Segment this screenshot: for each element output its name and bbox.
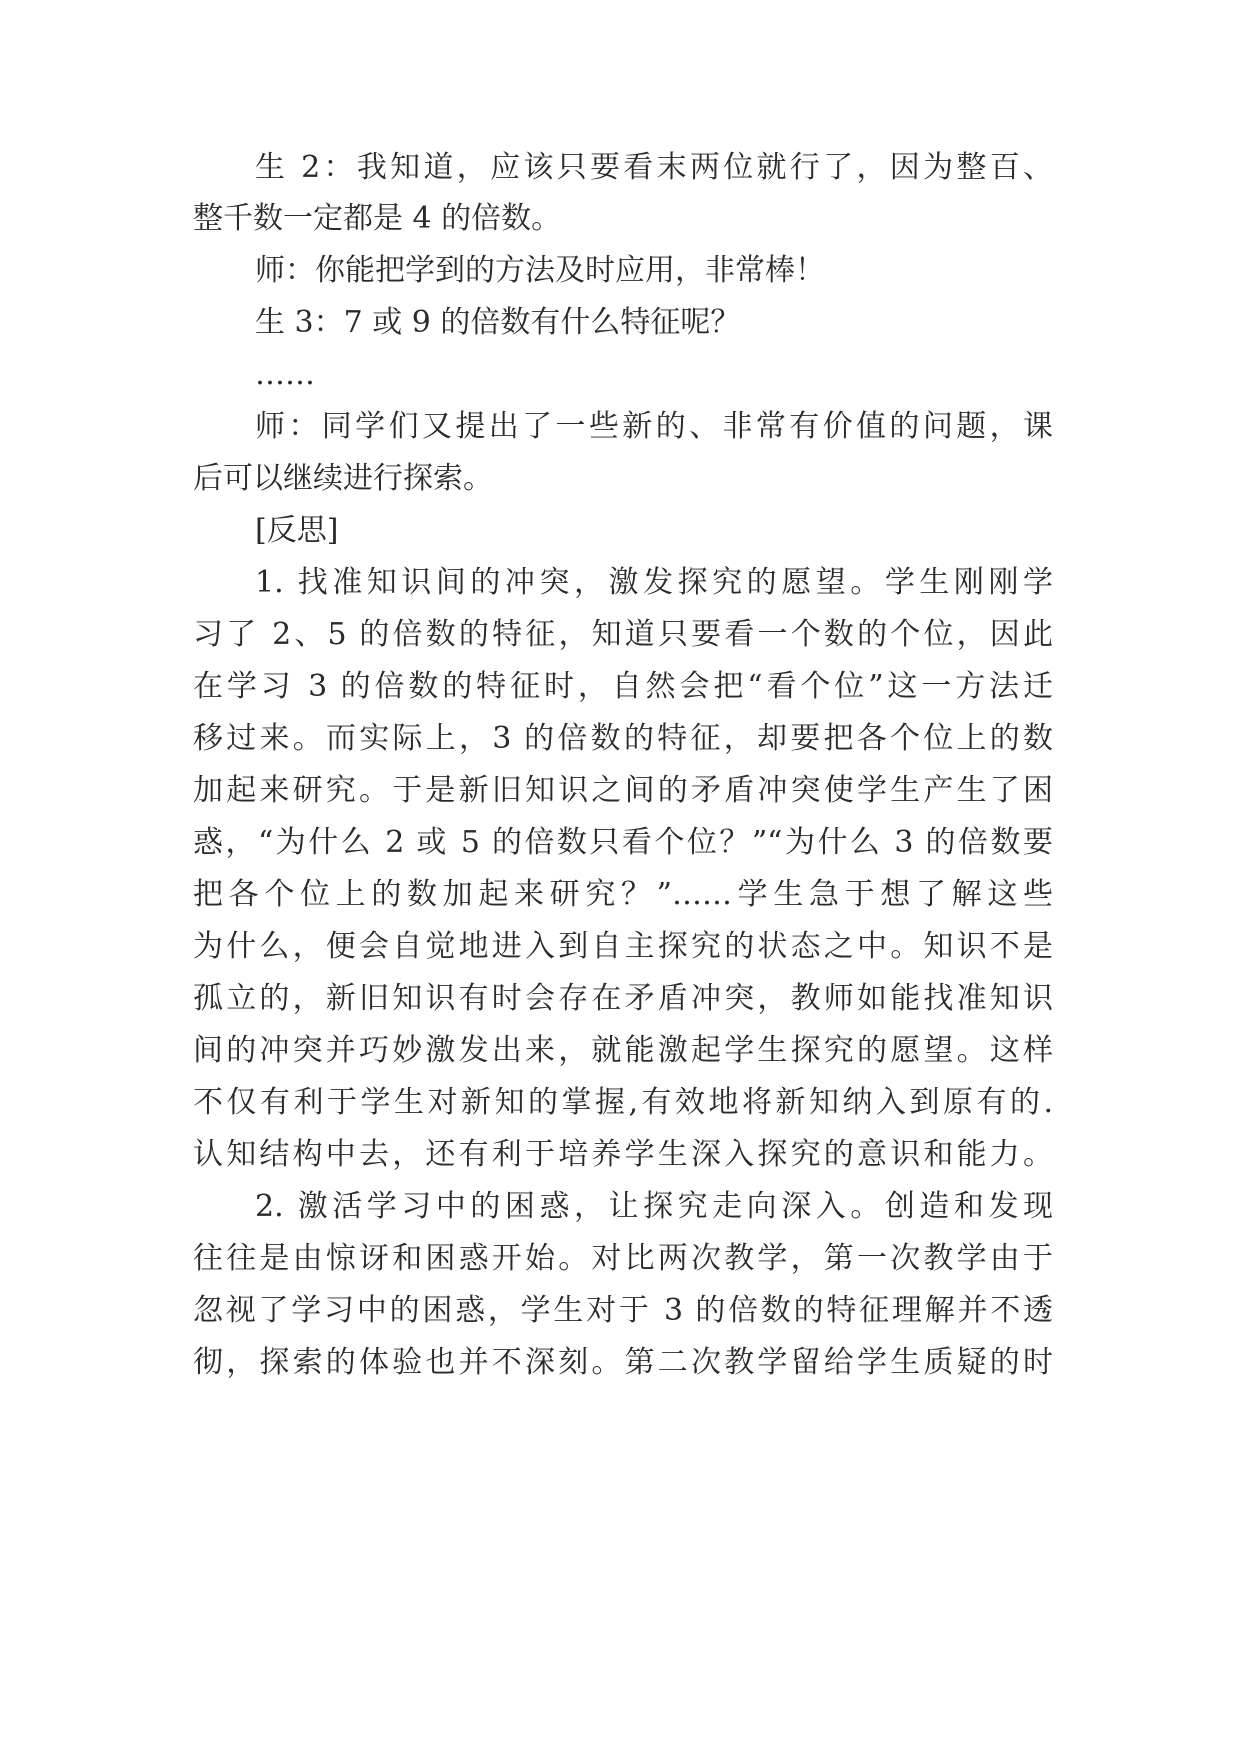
text-line: 习了 2、5 的倍数的特征，知道只要看一个数的个位，因此 [193,617,1053,652]
text-line: 1. 找准知识间的冲突，激发探究的愿望。学生刚刚学 [255,565,1053,600]
text-line: 整千数一定都是 4 的倍数。 [193,201,562,236]
section-heading: [反思] [255,513,339,548]
text-line: 不仅有利于学生对新知的掌握,有效地将新知纳入到原有的. [193,1085,1053,1120]
text-line: 往往是由惊讶和困惑开始。对比两次教学，第一次教学由于 [193,1241,1053,1276]
text-line: 生 3：7 或 9 的倍数有什么特征呢？ [255,305,741,340]
text-line: 为什么，便会自觉地进入到自主探究的状态之中。知识不是 [193,929,1053,964]
text-line: 师：同学们又提出了一些新的、非常有价值的问题，课 [255,409,1053,444]
text-line: 生 2：我知道，应该只要看末两位就行了，因为整百、 [255,150,1053,185]
text-line: …… [255,357,315,392]
text-line: 师：你能把学到的方法及时应用，非常棒！ [255,253,825,288]
text-line: 惑，“为什么 2 或 5 的倍数只看个位？”“为什么 3 的倍数要 [193,825,1053,860]
text-line: 后可以继续进行探索。 [193,461,493,496]
text-line: 加起来研究。于是新旧知识之间的矛盾冲突使学生产生了困 [193,773,1053,808]
text-line: 忽视了学习中的困惑，学生对于 3 的倍数的特征理解并不透 [193,1293,1053,1328]
text-line: 孤立的，新旧知识有时会存在矛盾冲突，教师如能找准知识 [193,981,1053,1016]
text-line: 认知结构中去，还有利于培养学生深入探究的意识和能力。 [193,1137,1053,1172]
text-line: 2. 激活学习中的困惑，让探究走向深入。创造和发现 [255,1189,1053,1224]
text-line: 在学习 3 的倍数的特征时，自然会把“看个位”这一方法迁 [193,669,1053,704]
text-line: 移过来。而实际上，3 的倍数的特征，却要把各个位上的数 [193,721,1053,756]
text-line: 间的冲突并巧妙激发出来，就能激起学生探究的愿望。这样 [193,1033,1053,1068]
text-line: 把各个位上的数加起来研究？”……学生急于想了解这些 [193,877,1053,912]
text-line: 彻，探索的体验也并不深刻。第二次教学留给学生质疑的时 [193,1345,1053,1380]
